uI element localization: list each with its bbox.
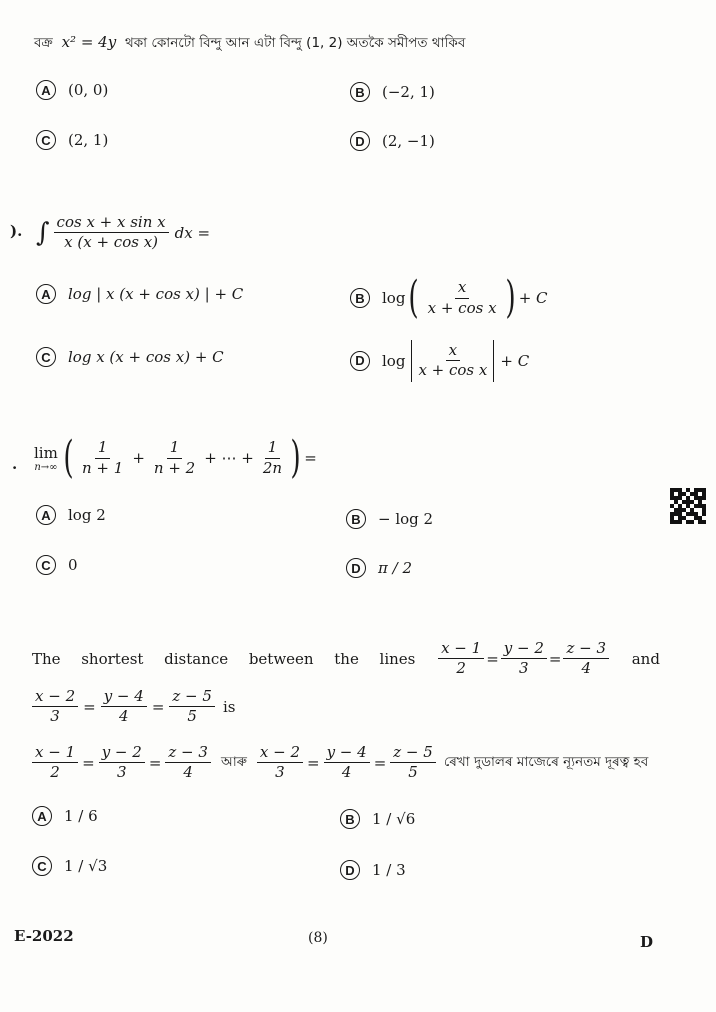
q3-lim: lim bbox=[34, 443, 58, 462]
option-bubble-a[interactable]: A bbox=[36, 505, 56, 525]
q4-l2-frac-x bbox=[32, 688, 78, 726]
q3-option-d-value: π / 2 bbox=[378, 559, 412, 577]
q1-text-post: থকা কোনটো বিন্দু আন এটা বিন্দু (1, 2) অতকৈ সমীপত থাকিব bbox=[124, 35, 466, 51]
option-bubble-d[interactable]: D bbox=[346, 558, 366, 578]
q2-option-b-den: x + cos x bbox=[427, 298, 497, 317]
q3-option-b-value: − log 2 bbox=[378, 510, 434, 528]
equals-sign: = bbox=[373, 753, 387, 772]
q3-term-1 bbox=[79, 439, 126, 477]
q4-l1-x-num: x − 1 bbox=[438, 640, 484, 659]
option-bubble-c[interactable]: C bbox=[36, 130, 56, 150]
footer-page-number: (8) bbox=[308, 930, 328, 946]
q4-l1-y-den: 3 bbox=[519, 659, 529, 678]
q3-marker: . bbox=[12, 455, 18, 473]
q4-option-a-value: 1 / 6 bbox=[64, 807, 98, 825]
option-bubble-b[interactable]: B bbox=[350, 288, 370, 308]
question-4-assamese bbox=[30, 744, 648, 782]
left-paren-icon: ( bbox=[63, 432, 74, 483]
option-bubble-d[interactable]: D bbox=[340, 860, 360, 880]
q2-option-b-fraction bbox=[425, 279, 500, 317]
q2-option-a-value: log | x (x + cos x) | + C bbox=[68, 285, 244, 303]
q4-word: between bbox=[248, 649, 314, 668]
q3-term-1-num: 1 bbox=[95, 439, 111, 458]
q4-option-d[interactable] bbox=[340, 860, 406, 880]
equals-sign: = bbox=[548, 649, 562, 668]
q2-denominator: x (x + cos x) bbox=[64, 233, 159, 252]
q4-l2-x-num: x − 2 bbox=[32, 688, 78, 707]
q4-option-a[interactable] bbox=[32, 806, 98, 826]
q4-bn-l2-z bbox=[390, 744, 436, 782]
q3-term-1-den: n + 1 bbox=[82, 458, 124, 477]
q2-option-d-pre: log bbox=[382, 351, 406, 370]
q2-option-a[interactable] bbox=[36, 284, 243, 304]
q1-option-b-value: (−2, 1) bbox=[382, 83, 435, 101]
equals-sign: = bbox=[486, 649, 499, 668]
q4-and: and bbox=[631, 649, 660, 668]
q1-option-d-value: (2, −1) bbox=[382, 132, 435, 150]
q1-option-a[interactable] bbox=[36, 80, 108, 100]
q2-option-b-post: + C bbox=[518, 289, 548, 307]
q4-l1-z-num: z − 3 bbox=[563, 640, 609, 659]
right-paren-icon: ) bbox=[290, 432, 301, 483]
q4-bn-l1-y-den: 3 bbox=[116, 763, 127, 782]
option-bubble-d[interactable]: D bbox=[350, 131, 370, 151]
q3-option-b[interactable] bbox=[346, 509, 433, 529]
q1-option-c-value: (2, 1) bbox=[68, 131, 109, 149]
q4-bn-l2-z-num: z − 5 bbox=[390, 744, 436, 763]
option-bubble-b[interactable]: B bbox=[340, 809, 360, 829]
question-3-limit bbox=[34, 432, 317, 483]
q4-l1-y-num: y − 2 bbox=[501, 640, 547, 659]
q3-dots: + ⋯ + bbox=[204, 449, 254, 467]
q3-option-a-value: log 2 bbox=[68, 506, 106, 524]
q4-bn-l1-z bbox=[165, 744, 211, 782]
q4-word: distance bbox=[164, 649, 229, 668]
q4-is: is bbox=[222, 697, 236, 716]
q4-bn-l1-y-num: y − 2 bbox=[99, 744, 145, 763]
equals-sign: = bbox=[306, 753, 320, 772]
option-bubble-d[interactable]: D bbox=[350, 351, 370, 371]
option-bubble-c[interactable]: C bbox=[36, 347, 56, 367]
question-2-integral bbox=[36, 214, 210, 252]
question-1-text bbox=[34, 32, 465, 55]
q4-bn-l2-x-num: x − 2 bbox=[257, 744, 303, 763]
q2-option-d-fraction bbox=[411, 340, 494, 382]
q3-lim-sub: n→∞ bbox=[34, 461, 58, 473]
q4-l2-frac-y bbox=[101, 688, 147, 726]
q4-bn-l2-y bbox=[324, 744, 370, 782]
q2-option-b-num: x bbox=[455, 279, 469, 298]
equals-sign: = bbox=[83, 697, 96, 716]
q4-l2-x-den: 3 bbox=[50, 707, 60, 726]
option-bubble-a[interactable]: A bbox=[36, 284, 56, 304]
q4-bn-tail: ৰেখা দুডালৰ মাজেৰে ন্যূনতম দূৰত্ব হব bbox=[443, 754, 649, 771]
q2-option-d-post: + C bbox=[500, 351, 530, 370]
q2-tail: dx = bbox=[174, 223, 211, 242]
q4-word: shortest bbox=[81, 649, 144, 668]
q4-option-b[interactable] bbox=[340, 809, 415, 829]
q4-option-d-value: 1 / 3 bbox=[372, 861, 406, 879]
q1-equation: x² = 4y bbox=[61, 33, 117, 51]
q3-equals: = bbox=[304, 449, 317, 467]
q4-bn-l2-z-den: 5 bbox=[408, 763, 418, 782]
qr-code-icon bbox=[670, 488, 706, 524]
q4-word: lines bbox=[379, 649, 416, 668]
q4-word: the bbox=[334, 649, 359, 668]
q1-option-c[interactable] bbox=[36, 130, 108, 150]
q4-l1-frac-y bbox=[501, 640, 547, 678]
q4-line-equation-1 bbox=[436, 640, 611, 678]
q3-option-c-value: 0 bbox=[68, 556, 78, 574]
q4-l2-y-num: y − 4 bbox=[101, 688, 147, 707]
q2-option-b-pre: log bbox=[382, 289, 406, 307]
q1-option-a-value: (0, 0) bbox=[68, 81, 109, 99]
q4-option-b-value: 1 / √6 bbox=[372, 810, 416, 828]
q4-bn-l2-y-den: 4 bbox=[341, 763, 352, 782]
q2-option-c-value: log x (x + cos x) + C bbox=[68, 348, 224, 366]
q4-option-c[interactable] bbox=[32, 856, 107, 876]
question-4-line2 bbox=[30, 688, 235, 726]
equals-sign: = bbox=[82, 753, 95, 772]
option-bubble-c[interactable]: C bbox=[32, 856, 52, 876]
footer-exam-code: E-2022 bbox=[14, 927, 74, 945]
q4-bn-l1-y bbox=[99, 744, 145, 782]
q1-option-b[interactable] bbox=[350, 82, 435, 102]
option-bubble-a[interactable]: A bbox=[32, 806, 52, 826]
q4-l2-z-num: z − 5 bbox=[169, 688, 215, 707]
option-bubble-c[interactable]: C bbox=[36, 555, 56, 575]
left-paren-icon: ( bbox=[408, 272, 420, 323]
footer-series: D bbox=[640, 933, 654, 951]
q4-l2-z-den: 5 bbox=[187, 707, 197, 726]
equals-sign: = bbox=[151, 697, 165, 716]
q3-plus: + bbox=[132, 449, 145, 467]
q3-term-3 bbox=[260, 439, 285, 477]
q2-option-c[interactable] bbox=[36, 347, 224, 367]
q4-option-c-value: 1 / √3 bbox=[64, 857, 108, 875]
q3-limit-operator bbox=[34, 444, 58, 473]
q2-option-d[interactable] bbox=[350, 340, 529, 382]
q2-option-d-num: x bbox=[446, 342, 460, 361]
q2-fraction bbox=[54, 214, 169, 252]
q3-term-2-num: 1 bbox=[167, 439, 183, 458]
q4-word: The bbox=[32, 649, 61, 668]
q4-l2-y-den: 4 bbox=[118, 707, 129, 726]
q3-option-d[interactable] bbox=[346, 558, 412, 578]
integral-sign-icon: ∫ bbox=[36, 217, 50, 248]
q4-bn-and: আৰু bbox=[220, 754, 247, 771]
option-bubble-b[interactable]: B bbox=[350, 82, 370, 102]
equals-sign: = bbox=[148, 753, 162, 772]
q4-bn-l1-z-num: z − 3 bbox=[165, 744, 211, 763]
q4-bn-l1-z-den: 4 bbox=[183, 763, 193, 782]
option-bubble-a[interactable]: A bbox=[36, 80, 56, 100]
q3-term-3-num: 1 bbox=[265, 439, 281, 458]
option-bubble-b[interactable]: B bbox=[346, 509, 366, 529]
q4-l1-frac-z bbox=[563, 640, 609, 678]
q1-text-pre: বক্ৰ bbox=[34, 35, 53, 51]
q1-option-d[interactable] bbox=[350, 131, 435, 151]
q2-numerator: cos x + x sin x bbox=[54, 214, 169, 233]
q4-l1-x-den: 2 bbox=[456, 659, 466, 678]
question-4-line1 bbox=[32, 640, 660, 678]
q4-bn-l2-x bbox=[257, 744, 303, 782]
q3-term-3-den: 2n bbox=[262, 458, 283, 477]
q4-bn-l1-x bbox=[32, 744, 78, 782]
q2-option-b[interactable] bbox=[350, 272, 548, 323]
q4-bn-l2-x-den: 3 bbox=[275, 763, 285, 782]
q3-option-c[interactable] bbox=[36, 555, 78, 575]
q3-option-a[interactable] bbox=[36, 505, 106, 525]
q2-option-d-den: x + cos x bbox=[418, 361, 488, 380]
q4-l2-frac-z bbox=[169, 688, 215, 726]
q4-l1-frac-x bbox=[438, 640, 484, 678]
q4-bn-l2-y-num: y − 4 bbox=[324, 744, 370, 763]
q2-marker: ). bbox=[10, 222, 23, 240]
right-paren-icon: ) bbox=[504, 272, 516, 323]
q4-l1-z-den: 4 bbox=[581, 659, 592, 678]
q4-bn-l1-x-num: x − 1 bbox=[32, 744, 78, 763]
q3-term-2 bbox=[151, 439, 198, 477]
q3-term-2-den: n + 2 bbox=[153, 458, 196, 477]
q4-bn-l1-x-den: 2 bbox=[50, 763, 60, 782]
